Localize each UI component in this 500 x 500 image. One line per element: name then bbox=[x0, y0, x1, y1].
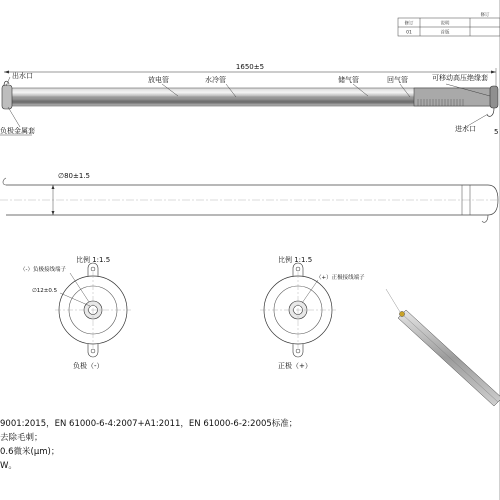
right-edge-dimension: 5 bbox=[494, 128, 499, 136]
anode-end-cap bbox=[490, 86, 498, 108]
callout-water-outlet: 出水口 bbox=[12, 72, 33, 80]
callout-discharge-tube: 放电管 bbox=[148, 76, 169, 84]
outline-side-view bbox=[0, 178, 500, 222]
revision-cell-number: 01 bbox=[406, 30, 412, 36]
revision-header-2: 说明 bbox=[440, 21, 450, 27]
positive-scale-label: 比例 1:1.5 bbox=[278, 256, 313, 264]
note-line-2: 去除毛刺； bbox=[0, 433, 43, 443]
length-dimension-label: 1650±5 bbox=[235, 63, 265, 71]
isometric-terminal bbox=[399, 311, 404, 316]
positive-end-view bbox=[260, 255, 365, 370]
negative-end-view bbox=[20, 255, 131, 370]
positive-terminal-label: （+）正极接线端子 bbox=[316, 275, 365, 281]
negative-end-name: 负极（-） bbox=[73, 362, 104, 370]
isometric-view bbox=[386, 289, 500, 406]
note-line-1: 9001:2015，EN 61000-6-4:2007+A1:2011，EN 61000-6-2:2005标准； bbox=[0, 419, 298, 429]
negative-terminal-label: （-）负极接线端子 bbox=[20, 267, 66, 273]
technical-notes bbox=[0, 418, 297, 471]
note-line-4: W。 bbox=[0, 461, 17, 471]
revision-header-3: 修订 bbox=[480, 13, 490, 18]
callout-cathode-metal-sleeve: 负极金属套 bbox=[0, 127, 35, 135]
callout-water-cooling-tube: 水冷管 bbox=[205, 76, 226, 84]
outer-diameter-label: ∅80±1.5 bbox=[58, 172, 91, 180]
cathode-end-cap bbox=[2, 85, 12, 109]
note-line-3: 0.6微米(μm)； bbox=[0, 447, 60, 457]
callout-water-inlet: 进水口 bbox=[455, 125, 476, 133]
negative-scale-label: 比例 1:1.5 bbox=[76, 256, 111, 264]
callout-gas-storage-tube: 储气管 bbox=[338, 76, 359, 84]
terminal-diameter-label: ∅12±0.5 bbox=[32, 288, 58, 294]
callout-hv-insulation-sleeve: 可移动高压绝缘套 bbox=[432, 74, 488, 82]
tube-assembly bbox=[2, 81, 498, 116]
positive-end-name: 正极（+） bbox=[278, 362, 312, 370]
revision-table bbox=[398, 11, 500, 36]
callout-gas-return-tube: 回气管 bbox=[387, 76, 408, 84]
revision-cell-description: 首版 bbox=[440, 30, 450, 36]
water-inlet-nozzle bbox=[487, 108, 494, 116]
revision-header-1: 修订 bbox=[404, 21, 414, 27]
